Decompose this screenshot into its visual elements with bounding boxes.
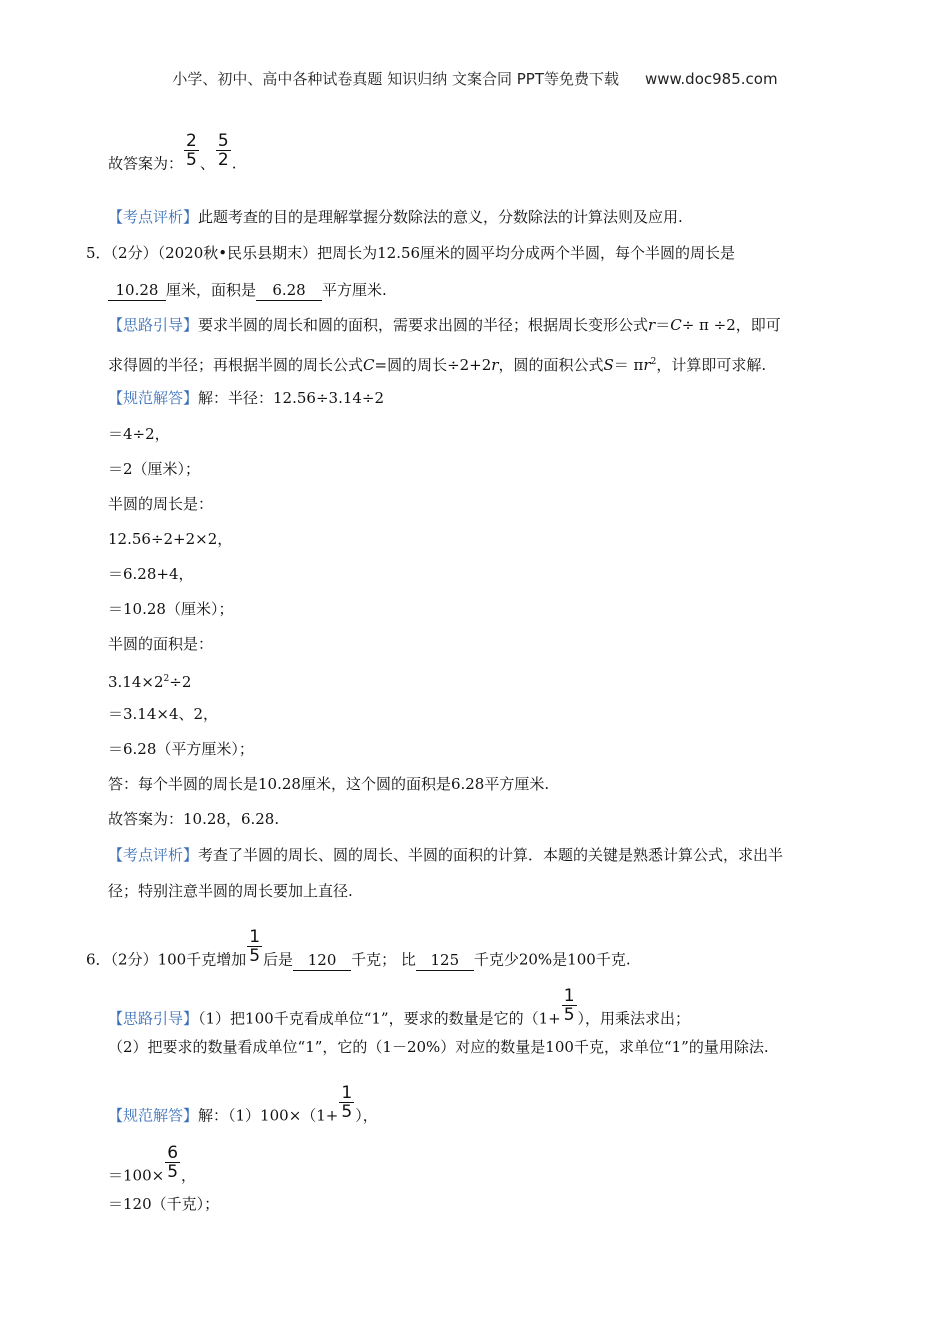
step1-a: ＝100× (108, 1166, 165, 1185)
step-line: 半圆的面积是： (108, 635, 214, 653)
var-r: r (491, 356, 499, 374)
silu2-a: 求得圆的半径；再根据半圆的周长公式 (108, 356, 364, 374)
q6-step1-line (108, 1143, 197, 1195)
q6-silu-line1 (108, 986, 691, 1038)
numerator: 1 (341, 1083, 353, 1103)
q4-answer-line (108, 131, 237, 183)
jieda-first: 解：半径：12.56÷3.14÷2 (198, 389, 385, 407)
answer-blank-2: 125 (416, 950, 474, 971)
eq-sign: ＝ (655, 316, 671, 334)
var-s: S (603, 356, 614, 374)
silu2-e: ，计算即可求解. (656, 356, 767, 374)
step-line: ＝2（厘米）； (108, 460, 201, 478)
step-line: 半圆的周长是： (108, 495, 214, 513)
numerator: 2 (186, 131, 197, 151)
area-b: ÷2 (169, 673, 192, 691)
q5-mid-text: 厘米，面积是 (166, 281, 257, 299)
silu-text: 要求半圆的周长和圆的面积，需要求出圆的半径；根据周长变形公式 (198, 316, 649, 334)
kaodian-text: 此题考查的目的是理解掌握分数除法的意义，分数除法的计算法则及应用. (198, 208, 683, 226)
silu-text-b: ÷ π ÷2，即可 (681, 316, 781, 334)
fraction (339, 1084, 354, 1121)
denominator: 2 (217, 150, 229, 170)
kaodian-tag: 【考点评析】 (108, 208, 199, 226)
var-r: r (643, 356, 651, 374)
area-line (108, 669, 191, 692)
silu2-d: ＝ π (613, 356, 644, 374)
step-line: ＝6.28（平方厘米）； (108, 740, 254, 758)
step-line: ＝3.14×4、2， (108, 705, 219, 723)
end-mark: . (231, 154, 237, 173)
q5-jieda-line (108, 388, 384, 408)
q5-kaodian-line2: 径；特别注意半圆的周长要加上直径. (108, 882, 353, 900)
q6-question-line (86, 927, 631, 979)
jieda-tag: 【规范解答】 (108, 1106, 199, 1125)
q6-c: 千克； 比 (351, 950, 416, 969)
q6-jieda-line (108, 1083, 378, 1135)
jieda-a: 解：（1）100×（1+ (198, 1106, 339, 1125)
page-header (0, 68, 950, 89)
exponent: 2 (650, 357, 657, 367)
denominator: 5 (186, 150, 197, 170)
denominator: 5 (563, 1005, 575, 1025)
denominator: 5 (249, 946, 261, 966)
q6-silu-line2: （2）把要求的数量看成单位“1”，它的（1－20%）对应的数量是100千克，求单位“1”的量用除法. (108, 1038, 769, 1056)
header-text: 小学、初中、高中各种试卷真题 知识归纳 文案合同 PPT等免费下载 (172, 70, 619, 88)
var-c: C (670, 316, 682, 334)
step-line: ＝6.28+4， (108, 565, 194, 583)
q5-kaodian-line1 (108, 845, 783, 865)
separator: 、 (199, 154, 215, 173)
exponent: 2 (163, 674, 170, 684)
numerator: 1 (563, 986, 575, 1006)
silu-tag: 【思路引导】 (108, 316, 199, 334)
numerator: 5 (217, 131, 229, 151)
fraction (247, 928, 262, 965)
fraction (562, 987, 577, 1024)
q5-end-text: 平方厘米. (322, 281, 387, 299)
silu2-c: ，圆的面积公式 (498, 356, 604, 374)
var-c: C (363, 356, 375, 374)
jieda-tag: 【规范解答】 (108, 389, 199, 407)
silu1-b: ），用乘法求出； (577, 1009, 691, 1028)
answer-blank-1: 10.28 (108, 280, 166, 301)
answer-final-line: 故答案为：10.28，6.28. (108, 810, 280, 828)
q6-b: 后是 (263, 950, 294, 969)
var-r: r (648, 316, 656, 334)
silu-tag: 【思路引导】 (108, 1009, 199, 1028)
jieda-b: ）， (355, 1106, 378, 1125)
header-site-link[interactable]: www.doc985.com (644, 70, 778, 88)
step-line: ＝10.28（厘米）； (108, 600, 234, 618)
kaodian-tag: 【考点评析】 (108, 846, 199, 864)
kaodian-text: 考查了半圆的周长、圆的周长、半圆的面积的计算．本题的关键是熟悉计算公式，求出半 (198, 846, 784, 864)
answer-prefix: 故答案为： (108, 154, 184, 173)
step-line: 12.56÷2+2×2， (108, 530, 233, 548)
q5-question-line2 (108, 280, 387, 301)
answer-line: 答：每个半圆的周长是10.28厘米，这个圆的面积是6.28平方厘米. (108, 775, 550, 793)
step-line: ＝4÷2， (108, 425, 170, 443)
area-a: 3.14×2 (108, 673, 164, 691)
numerator: 6 (167, 1143, 179, 1163)
denominator: 5 (341, 1102, 353, 1122)
denominator: 5 (167, 1162, 179, 1182)
step1-b: ， (181, 1166, 197, 1185)
q6-a: 6．（2分）100千克增加 (86, 950, 247, 969)
fraction (165, 1144, 180, 1181)
q5-question-line1: 5．（2分）（2020秋•民乐县期末）把周长为12.56厘米的圆平均分成两个半圆，每个半圆的周长是 (86, 244, 736, 262)
q5-silu-line1 (108, 315, 781, 335)
answer-blank-1: 120 (293, 950, 351, 971)
silu1-a: （1）把100千克看成单位“1”，要求的数量是它的（1+ (198, 1009, 561, 1028)
numerator: 1 (249, 927, 261, 947)
fraction (184, 132, 199, 169)
q5-silu-line2 (108, 352, 766, 375)
q4-kaodian-line (108, 207, 683, 227)
silu2-b: =圆的周长÷2+2 (374, 356, 492, 374)
q6-d: 千克少20%是100千克. (473, 950, 631, 969)
fraction (216, 132, 231, 169)
answer-blank-2: 6.28 (256, 280, 322, 301)
q6-step2-line: ＝120（千克）； (108, 1195, 220, 1213)
